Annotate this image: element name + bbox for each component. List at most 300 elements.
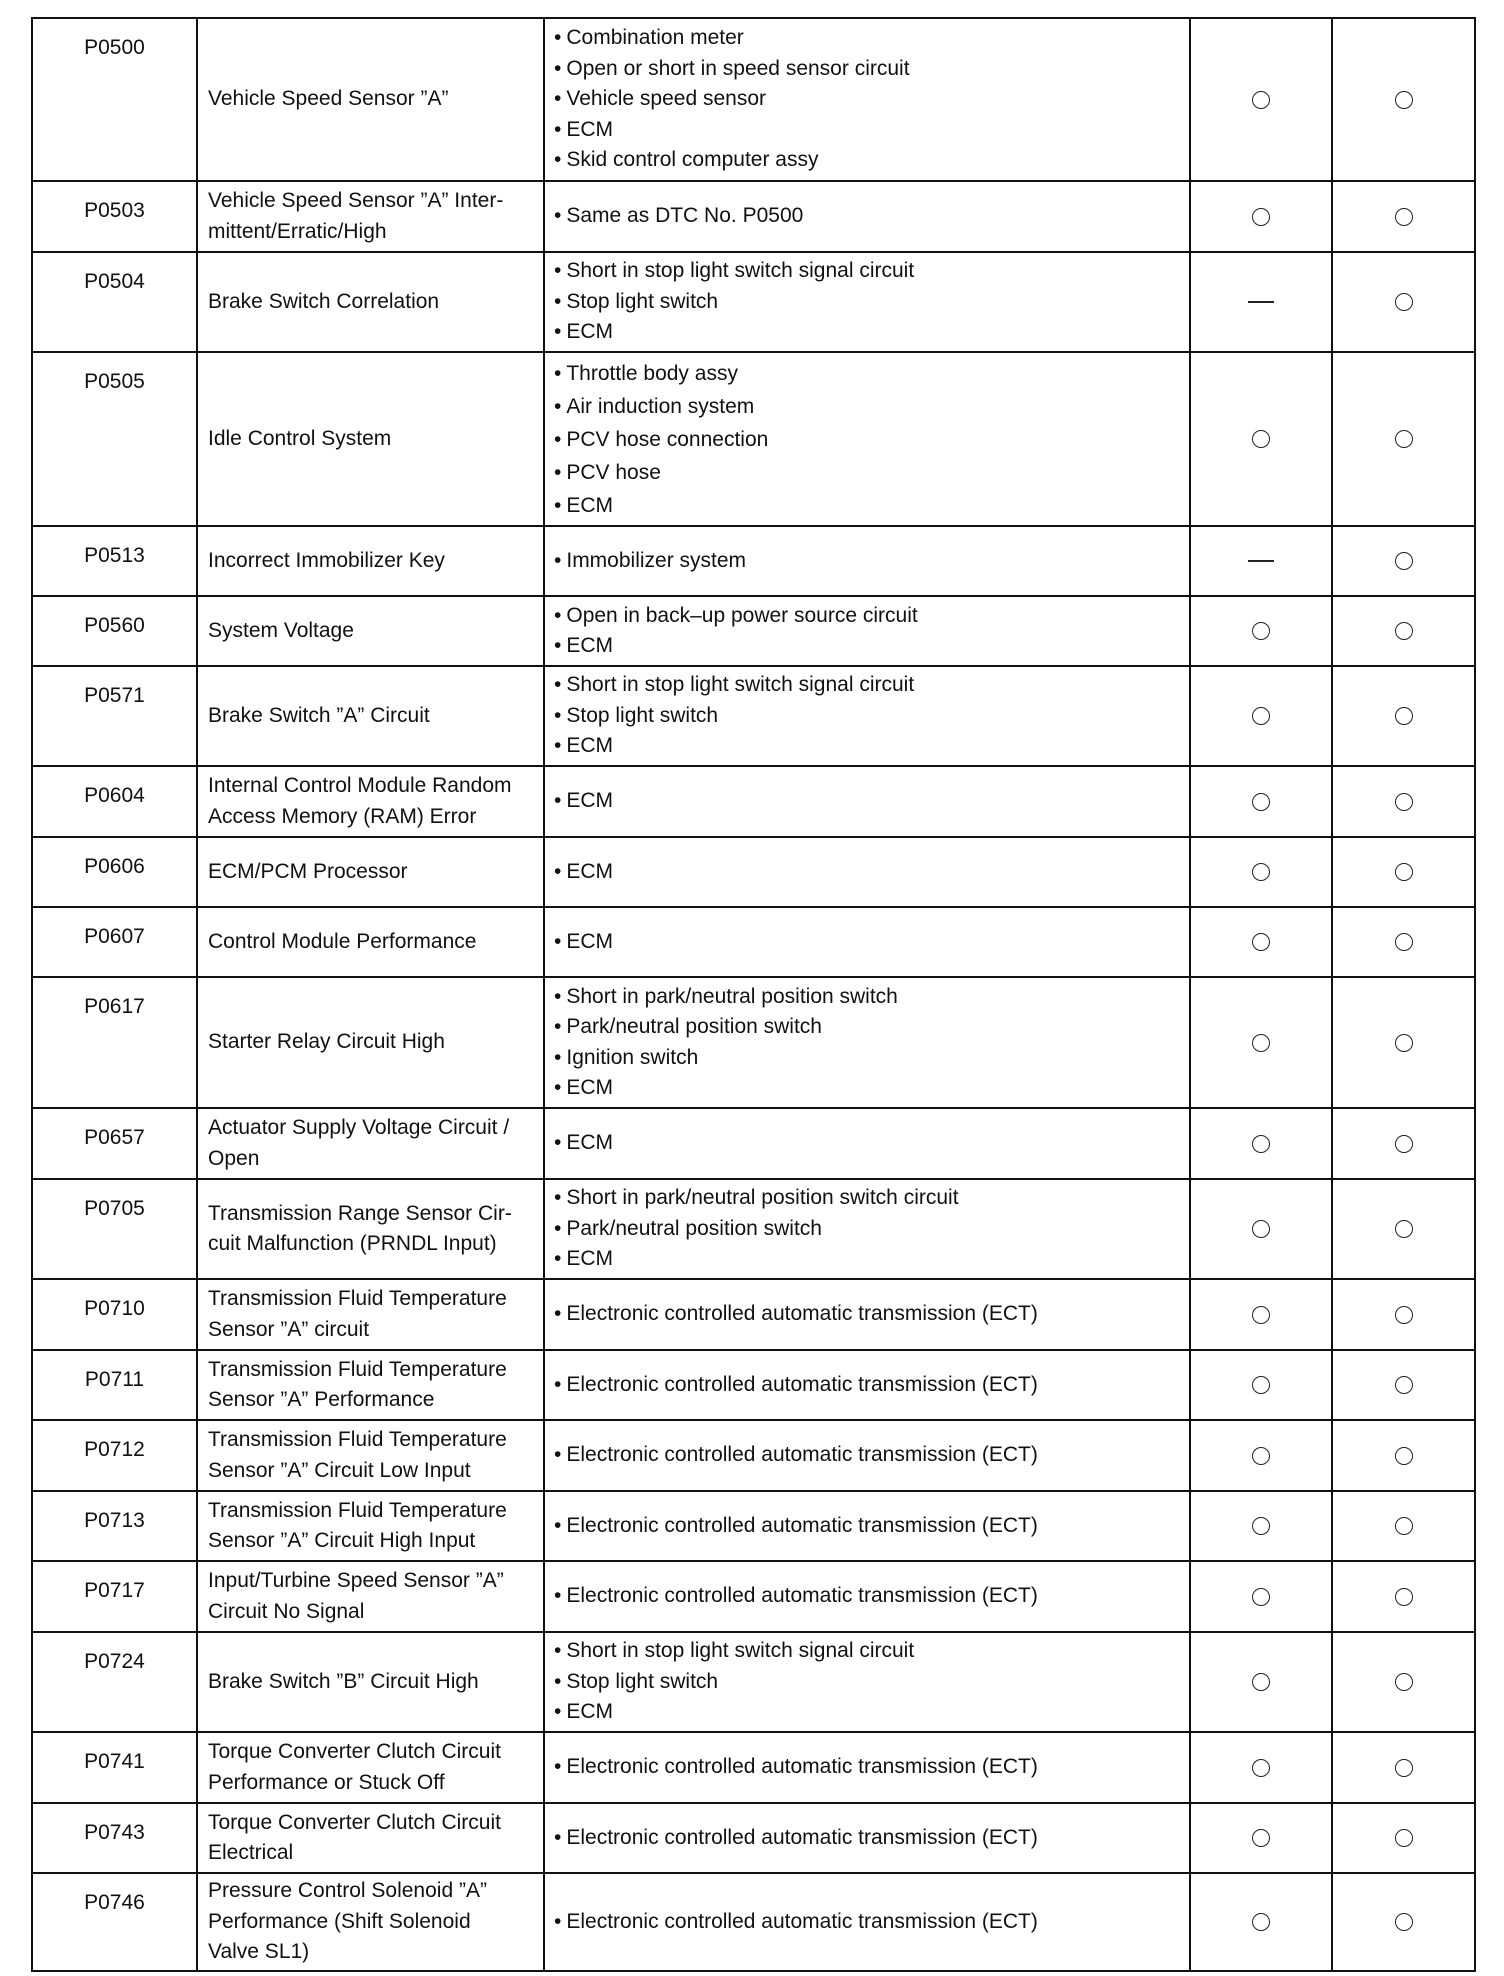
circle-icon (1252, 1034, 1270, 1052)
circle-icon (1252, 1376, 1270, 1394)
trouble-area-text: Short in park/neutral position switch circuit (566, 1186, 959, 1210)
detection-item-line: Electrical (208, 1841, 294, 1864)
mil-indicator (1190, 181, 1332, 252)
bullet-icon: • (554, 320, 562, 344)
dtc-code: P0504 (32, 252, 197, 352)
trouble-area (544, 18, 1190, 181)
table-row (32, 1732, 1475, 1803)
dtc-code: P0712 (32, 1420, 197, 1491)
bullet-icon: • (554, 1302, 562, 1326)
table-row (32, 1873, 1475, 1971)
trouble-area-item (554, 1128, 1189, 1159)
bullet-icon: • (554, 361, 562, 385)
circle-icon (1395, 1673, 1413, 1691)
trouble-area-text: Electronic controlled automatic transmission (ECT) (566, 1372, 1038, 1396)
trouble-area-item (554, 1440, 1189, 1471)
trouble-area-text: Skid control computer assy (566, 148, 819, 172)
circle-icon (1252, 1135, 1270, 1153)
table-row (32, 1632, 1475, 1732)
bullet-icon: • (554, 789, 562, 813)
detection-item (197, 1350, 544, 1420)
trouble-area-text: Electronic controlled automatic transmission (ECT) (566, 1755, 1038, 1779)
memory-indicator (1332, 252, 1475, 352)
trouble-area-text: Open or short in speed sensor circuit (566, 56, 910, 80)
dtc-code: P0711 (32, 1350, 197, 1420)
trouble-area-text: Electronic controlled automatic transmission (ECT) (566, 1302, 1038, 1326)
trouble-area-item (554, 982, 1189, 1013)
detection-item-line: Brake Switch Correlation (208, 289, 440, 313)
dtc-code: P0746 (32, 1873, 197, 1971)
trouble-area-item (554, 201, 1189, 232)
trouble-area-text: ECM (566, 1700, 614, 1724)
trouble-area-text: ECM (566, 1131, 614, 1155)
memory-indicator (1332, 352, 1475, 526)
memory-indicator (1332, 907, 1475, 977)
trouble-area-text: Ignition switch (566, 1045, 699, 1069)
detection-item-line: ECM/PCM Processor (208, 859, 408, 883)
trouble-area-text: ECM (566, 789, 614, 813)
dtc-code: P0705 (32, 1179, 197, 1279)
circle-icon (1395, 1829, 1413, 1847)
trouble-area-text: ECM (566, 734, 614, 758)
dtc-code: P0743 (32, 1803, 197, 1873)
circle-icon (1252, 1588, 1270, 1606)
circle-icon (1252, 1517, 1270, 1535)
trouble-area-text: ECM (566, 634, 614, 657)
detection-item-line: Vehicle Speed Sensor ”A” (208, 87, 449, 111)
trouble-area-text: Short in stop light switch signal circuit (566, 673, 915, 697)
mil-indicator (1190, 1420, 1332, 1491)
detection-item (197, 666, 544, 766)
memory-indicator (1332, 666, 1475, 766)
detection-item-line: Sensor ”A” circuit (208, 1317, 370, 1341)
detection-item-line: mittent/Erratic/High (208, 219, 387, 243)
trouble-area (544, 1732, 1190, 1803)
detection-item (197, 1491, 544, 1561)
circle-icon (1252, 793, 1270, 811)
trouble-area-text: Park/neutral position switch (566, 1216, 822, 1240)
memory-indicator (1332, 837, 1475, 907)
bullet-icon: • (554, 56, 562, 80)
circle-icon (1395, 1376, 1413, 1394)
detection-item-line: Transmission Fluid Temperature (208, 1287, 507, 1310)
detection-item (197, 252, 544, 352)
trouble-area-text: Stop light switch (566, 289, 719, 313)
detection-item (197, 977, 544, 1108)
memory-indicator (1332, 1279, 1475, 1350)
detection-item (197, 1420, 544, 1491)
circle-icon (1395, 933, 1413, 951)
trouble-area-item (554, 670, 1189, 701)
trouble-area-text: Air induction system (566, 394, 755, 418)
trouble-area (544, 181, 1190, 252)
table-row (32, 1279, 1475, 1350)
trouble-area-item (554, 1581, 1189, 1612)
trouble-area (544, 1179, 1190, 1279)
circle-icon (1252, 1447, 1270, 1465)
detection-item (197, 1632, 544, 1732)
circle-icon (1395, 293, 1413, 311)
table-row (32, 837, 1475, 907)
circle-icon (1252, 863, 1270, 881)
trouble-area-text: Electronic controlled automatic transmission (ECT) (566, 1443, 1038, 1467)
trouble-area-text: Short in stop light switch signal circuit (566, 1639, 915, 1663)
table-row (32, 1179, 1475, 1279)
memory-indicator (1332, 1732, 1475, 1803)
circle-icon (1252, 1913, 1270, 1931)
trouble-area-text: Combination meter (566, 26, 744, 50)
bullet-icon: • (554, 1584, 562, 1608)
trouble-area-text: ECM (566, 1076, 614, 1099)
memory-indicator (1332, 1491, 1475, 1561)
trouble-area-text: Stop light switch (566, 1669, 719, 1693)
trouble-area-item (554, 423, 1189, 456)
detection-item-line: Torque Converter Clutch Circuit (208, 1810, 501, 1834)
mil-indicator (1190, 526, 1332, 596)
table-row (32, 1491, 1475, 1561)
circle-icon (1395, 208, 1413, 226)
table-row (32, 1803, 1475, 1873)
trouble-area-text: Electronic controlled automatic transmission (ECT) (566, 1513, 1038, 1537)
mil-indicator (1190, 1179, 1332, 1279)
memory-indicator (1332, 977, 1475, 1108)
detection-item-line: Transmission Fluid Temperature (208, 1428, 507, 1451)
bullet-icon: • (554, 204, 562, 228)
memory-indicator (1332, 1632, 1475, 1732)
trouble-area-item (554, 390, 1189, 423)
trouble-area-item (554, 489, 1189, 522)
detection-item (197, 1279, 544, 1350)
trouble-area-item (554, 54, 1189, 85)
detection-item-line: Control Module Performance (208, 929, 477, 953)
bullet-icon: • (554, 548, 562, 572)
table-row (32, 526, 1475, 596)
detection-item (197, 766, 544, 837)
trouble-area-text: PCV hose (566, 460, 661, 484)
mil-indicator (1190, 1491, 1332, 1561)
bullet-icon: • (554, 603, 562, 627)
trouble-area-text: Short in stop light switch signal circuit (566, 259, 915, 283)
trouble-area-item (554, 456, 1189, 489)
detection-item-line: Incorrect Immobilizer Key (208, 548, 445, 572)
trouble-area-item (554, 1823, 1189, 1854)
trouble-area-item (554, 145, 1189, 176)
circle-icon (1395, 1306, 1413, 1324)
trouble-area-item (554, 1907, 1189, 1938)
dash-icon (1248, 301, 1274, 303)
detection-item (197, 837, 544, 907)
table-row (32, 1108, 1475, 1179)
trouble-area-item (554, 1667, 1189, 1698)
trouble-area-text: Short in park/neutral position switch (566, 984, 898, 1008)
dtc-table-body (32, 18, 1475, 1971)
trouble-area (544, 596, 1190, 666)
trouble-area-item (554, 601, 1189, 632)
mil-indicator (1190, 252, 1332, 352)
table-row (32, 352, 1475, 526)
detection-item (197, 18, 544, 181)
dtc-code: P0513 (32, 526, 197, 596)
detection-item-line: Brake Switch ”A” Circuit (208, 703, 430, 727)
detection-item-line: Vehicle Speed Sensor ”A” Inter- (208, 189, 504, 212)
circle-icon (1395, 707, 1413, 725)
bullet-icon: • (554, 1700, 562, 1724)
trouble-area-item (554, 857, 1189, 888)
dtc-table (31, 17, 1476, 1972)
trouble-area-text: Park/neutral position switch (566, 1015, 822, 1038)
trouble-area-text: ECM (566, 117, 614, 141)
dtc-code: P0606 (32, 837, 197, 907)
detection-item (197, 1179, 544, 1279)
detection-item (197, 352, 544, 526)
circle-icon (1395, 552, 1413, 570)
mil-indicator (1190, 352, 1332, 526)
dtc-code: P0505 (32, 352, 197, 526)
memory-indicator (1332, 181, 1475, 252)
trouble-area (544, 977, 1190, 1108)
memory-indicator (1332, 1179, 1475, 1279)
trouble-area (544, 766, 1190, 837)
detection-item-line: Valve SL1) (208, 1940, 310, 1964)
trouble-area (544, 666, 1190, 766)
trouble-area (544, 1350, 1190, 1420)
trouble-area-item (554, 357, 1189, 390)
detection-item-line: Circuit No Signal (208, 1599, 365, 1623)
detection-item-line: Access Memory (RAM) Error (208, 804, 477, 828)
bullet-icon: • (554, 1825, 562, 1849)
detection-item-line: Torque Converter Clutch Circuit (208, 1740, 501, 1763)
table-row (32, 666, 1475, 766)
trouble-area (544, 837, 1190, 907)
trouble-area-text: Immobilizer system (566, 548, 747, 572)
mil-indicator (1190, 837, 1332, 907)
trouble-area-item (554, 731, 1189, 762)
table-row (32, 1420, 1475, 1491)
trouble-area-item (554, 84, 1189, 115)
dtc-code: P0657 (32, 1108, 197, 1179)
bullet-icon: • (554, 493, 562, 517)
detection-item (197, 596, 544, 666)
circle-icon (1252, 1673, 1270, 1691)
trouble-area-item (554, 1214, 1189, 1245)
bullet-icon: • (554, 427, 562, 451)
detection-item-line: Transmission Fluid Temperature (208, 1357, 507, 1381)
trouble-area (544, 352, 1190, 526)
mil-indicator (1190, 1108, 1332, 1179)
trouble-area-item (554, 1370, 1189, 1401)
trouble-area-text: Open in back–up power source circuit (566, 603, 918, 627)
trouble-area (544, 1420, 1190, 1491)
trouble-area-item (554, 1511, 1189, 1542)
mil-indicator (1190, 1632, 1332, 1732)
bullet-icon: • (554, 1247, 562, 1271)
circle-icon (1395, 430, 1413, 448)
detection-item (197, 907, 544, 977)
trouble-area-text: Electronic controlled automatic transmission (ECT) (566, 1825, 1038, 1849)
trouble-area-text: ECM (566, 320, 614, 344)
mil-indicator (1190, 1350, 1332, 1420)
trouble-area-item (554, 256, 1189, 287)
circle-icon (1395, 863, 1413, 881)
memory-indicator (1332, 526, 1475, 596)
bullet-icon: • (554, 394, 562, 418)
trouble-area (544, 1108, 1190, 1179)
trouble-area-text: Stop light switch (566, 703, 719, 727)
trouble-area (544, 526, 1190, 596)
circle-icon (1252, 933, 1270, 951)
dtc-code: P0604 (32, 766, 197, 837)
circle-icon (1252, 208, 1270, 226)
detection-item-line: Sensor ”A” Circuit Low Input (208, 1458, 471, 1482)
mil-indicator (1190, 1279, 1332, 1350)
mil-indicator (1190, 1561, 1332, 1632)
dtc-code: P0571 (32, 666, 197, 766)
trouble-area-item (554, 1012, 1189, 1043)
bullet-icon: • (554, 289, 562, 313)
dtc-code: P0503 (32, 181, 197, 252)
memory-indicator (1332, 1803, 1475, 1873)
table-row (32, 1561, 1475, 1632)
bullet-icon: • (554, 929, 562, 953)
trouble-area-item (554, 1299, 1189, 1330)
bullet-icon: • (554, 859, 562, 883)
mil-indicator (1190, 977, 1332, 1108)
table-row (32, 252, 1475, 352)
bullet-icon: • (554, 984, 562, 1008)
trouble-area-item (554, 927, 1189, 958)
circle-icon (1395, 1913, 1413, 1931)
trouble-area-item (554, 631, 1189, 662)
trouble-area-text: Throttle body assy (566, 361, 738, 385)
trouble-area-item (554, 786, 1189, 817)
dtc-code: P0713 (32, 1491, 197, 1561)
trouble-area (544, 1873, 1190, 1971)
bullet-icon: • (554, 1639, 562, 1663)
bullet-icon: • (554, 1076, 562, 1099)
bullet-icon: • (554, 1216, 562, 1240)
bullet-icon: • (554, 460, 562, 484)
detection-item-line: Internal Control Module Random (208, 774, 512, 797)
circle-icon (1252, 622, 1270, 640)
bullet-icon: • (554, 1372, 562, 1396)
mil-indicator (1190, 1732, 1332, 1803)
detection-item (197, 1873, 544, 1971)
circle-icon (1252, 430, 1270, 448)
dash-icon (1248, 560, 1274, 562)
circle-icon (1395, 793, 1413, 811)
trouble-area-text: ECM (566, 493, 614, 517)
bullet-icon: • (554, 734, 562, 758)
circle-icon (1395, 622, 1413, 640)
circle-icon (1252, 1829, 1270, 1847)
bullet-icon: • (554, 117, 562, 141)
trouble-area-text: ECM (566, 1247, 614, 1271)
trouble-area-text: ECM (566, 859, 614, 883)
mil-indicator (1190, 596, 1332, 666)
bullet-icon: • (554, 1443, 562, 1467)
detection-item-line: Transmission Fluid Temperature (208, 1498, 507, 1522)
dtc-code: P0617 (32, 977, 197, 1108)
trouble-area-text: Same as DTC No. P0500 (566, 204, 804, 228)
bullet-icon: • (554, 148, 562, 172)
bullet-icon: • (554, 1131, 562, 1155)
trouble-area-text: Electronic controlled automatic transmission (ECT) (566, 1584, 1038, 1608)
circle-icon (1395, 1759, 1413, 1777)
circle-icon (1395, 1135, 1413, 1153)
dtc-code: P0710 (32, 1279, 197, 1350)
bullet-icon: • (554, 1909, 562, 1933)
trouble-area-text: Electronic controlled automatic transmission (ECT) (566, 1909, 1038, 1933)
mil-indicator (1190, 666, 1332, 766)
detection-item-line: Sensor ”A” Circuit High Input (208, 1529, 476, 1552)
detection-item (197, 1803, 544, 1873)
dtc-code: P0500 (32, 18, 197, 181)
trouble-area (544, 907, 1190, 977)
circle-icon (1395, 1517, 1413, 1535)
detection-item (197, 181, 544, 252)
detection-item (197, 1108, 544, 1179)
dtc-code: P0607 (32, 907, 197, 977)
detection-item-line: System Voltage (208, 618, 354, 642)
circle-icon (1252, 1220, 1270, 1238)
table-row (32, 977, 1475, 1108)
dtc-code: P0717 (32, 1561, 197, 1632)
trouble-area-item (554, 23, 1189, 54)
trouble-area (544, 1803, 1190, 1873)
detection-item (197, 1561, 544, 1632)
mil-indicator (1190, 1803, 1332, 1873)
trouble-area (544, 1279, 1190, 1350)
mil-indicator (1190, 907, 1332, 977)
trouble-area-item (554, 701, 1189, 732)
mil-indicator (1190, 1873, 1332, 1971)
bullet-icon: • (554, 87, 562, 111)
memory-indicator (1332, 1561, 1475, 1632)
trouble-area-item (554, 1697, 1189, 1728)
circle-icon (1395, 1588, 1413, 1606)
table-row (32, 181, 1475, 252)
circle-icon (1395, 1220, 1413, 1238)
trouble-area (544, 1561, 1190, 1632)
detection-item-line: Pressure Control Solenoid ”A” (208, 1879, 487, 1903)
trouble-area (544, 252, 1190, 352)
bullet-icon: • (554, 703, 562, 727)
detection-item-line: Starter Relay Circuit High (208, 1030, 445, 1054)
dtc-code: P0724 (32, 1632, 197, 1732)
table-row (32, 907, 1475, 977)
dtc-code: P0560 (32, 596, 197, 666)
trouble-area (544, 1491, 1190, 1561)
detection-item-line: Brake Switch ”B” Circuit High (208, 1669, 479, 1693)
bullet-icon: • (554, 1755, 562, 1779)
circle-icon (1252, 91, 1270, 109)
mil-indicator (1190, 766, 1332, 837)
bullet-icon: • (554, 1513, 562, 1537)
circle-icon (1252, 1759, 1270, 1777)
trouble-area-item (554, 287, 1189, 318)
detection-item (197, 526, 544, 596)
trouble-area-text: Vehicle speed sensor (566, 87, 766, 111)
memory-indicator (1332, 1350, 1475, 1420)
table-row (32, 1350, 1475, 1420)
memory-indicator (1332, 18, 1475, 181)
trouble-area-item (554, 115, 1189, 146)
trouble-area-item (554, 546, 1189, 577)
bullet-icon: • (554, 1669, 562, 1693)
bullet-icon: • (554, 1045, 562, 1069)
dtc-code: P0741 (32, 1732, 197, 1803)
trouble-area-item (554, 1244, 1189, 1275)
